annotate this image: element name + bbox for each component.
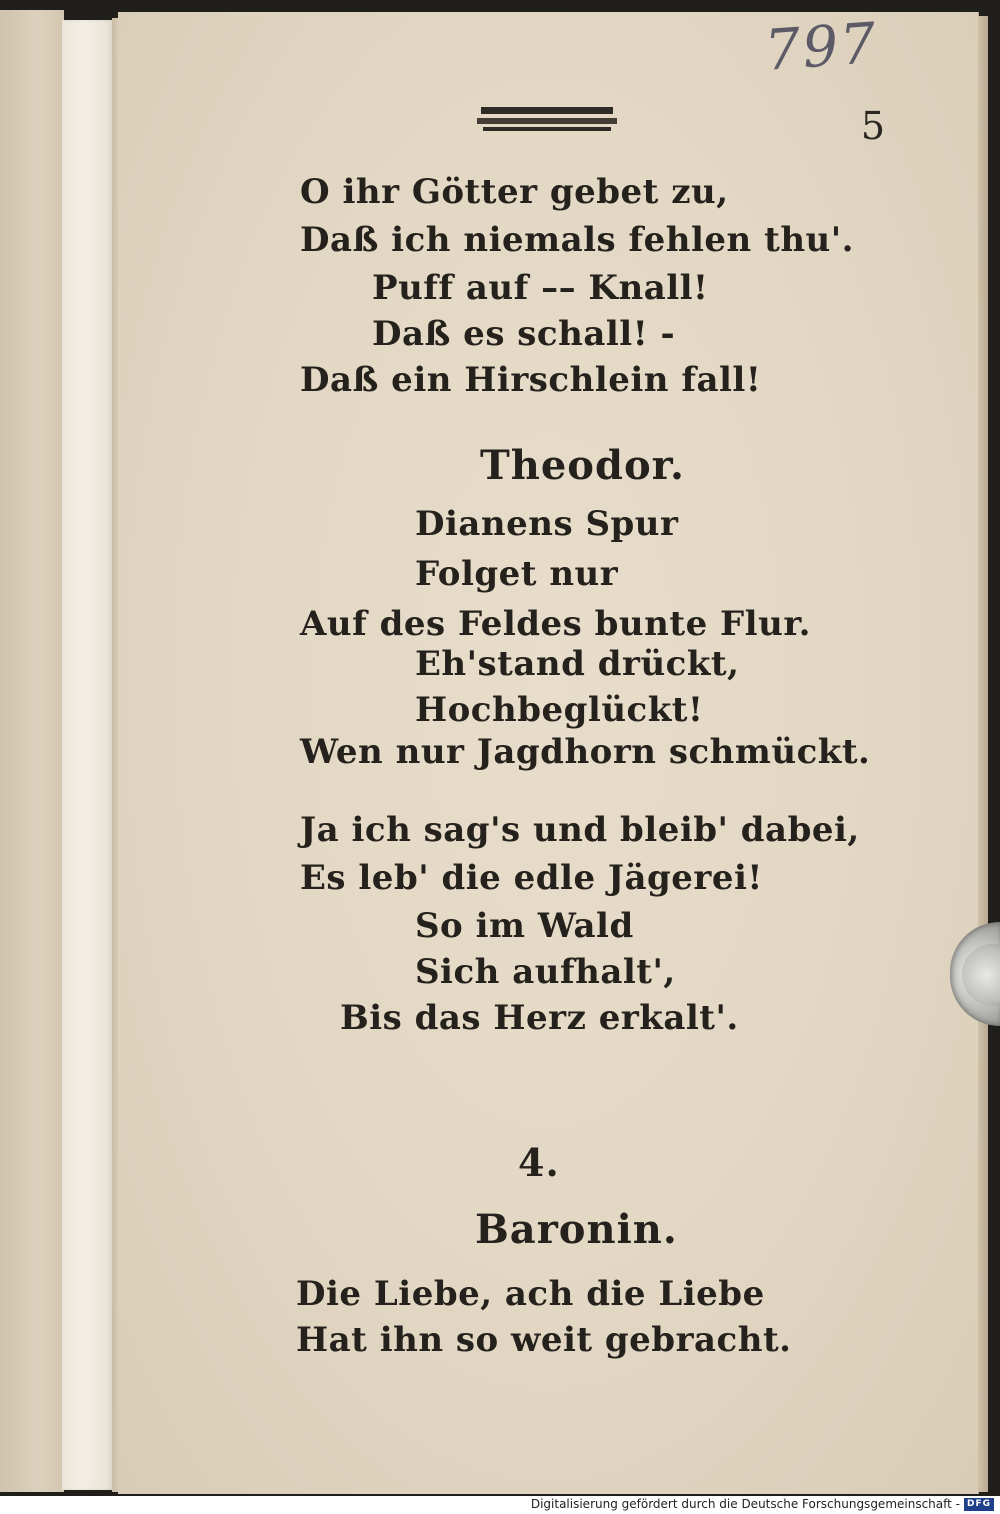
verse-line: Die Liebe, ach die Liebe	[296, 1274, 765, 1314]
verse-line: Puff auf –– Knall!	[372, 268, 709, 308]
dfg-logo-icon: DFG	[964, 1498, 994, 1511]
verse-line: Ja ich sag's und bleib' dabei,	[300, 810, 860, 850]
verse-line: Daß ein Hirschlein fall!	[300, 360, 762, 400]
footer-bar	[0, 1496, 1000, 1514]
verse-line: Hochbeglückt!	[415, 690, 704, 730]
verse-line: Daß es schall! -	[372, 314, 676, 354]
verse-line: Hat ihn so weit gebracht.	[296, 1320, 792, 1360]
verse-line: Sich aufhalt',	[415, 952, 676, 992]
verse-line: Wen nur Jagdhorn schmückt.	[300, 732, 871, 772]
verse-line: Dianens Spur	[415, 504, 679, 544]
verse-line: Bis das Herz erkalt'.	[340, 998, 739, 1038]
verse-line: O ihr Götter gebet zu,	[300, 172, 729, 212]
page-number: 5	[860, 104, 886, 148]
verse-line: Daß ich niemals fehlen thu'.	[300, 220, 854, 260]
speaker-heading: Baronin.	[475, 1206, 678, 1253]
verse-line: Auf des Feldes bunte Flur.	[300, 604, 811, 644]
verse-line: Folget nur	[415, 554, 619, 594]
speaker-heading: Theodor.	[480, 442, 685, 489]
verse-line: So im Wald	[415, 906, 634, 946]
left-page-edge	[0, 10, 64, 1492]
page-fore-edge	[978, 16, 988, 1492]
funding-credit: Digitalisierung gefördert durch die Deutsche Forschungsgemeinschaft -	[530, 1497, 960, 1511]
binding-strip	[62, 20, 114, 1490]
section-number: 4.	[518, 1140, 560, 1185]
verse-line: Eh'stand drückt,	[415, 644, 740, 684]
manuscript-number: 797	[762, 11, 880, 84]
verse-line: Es leb' die edle Jägerei!	[300, 858, 763, 898]
header-ornament	[477, 105, 617, 135]
